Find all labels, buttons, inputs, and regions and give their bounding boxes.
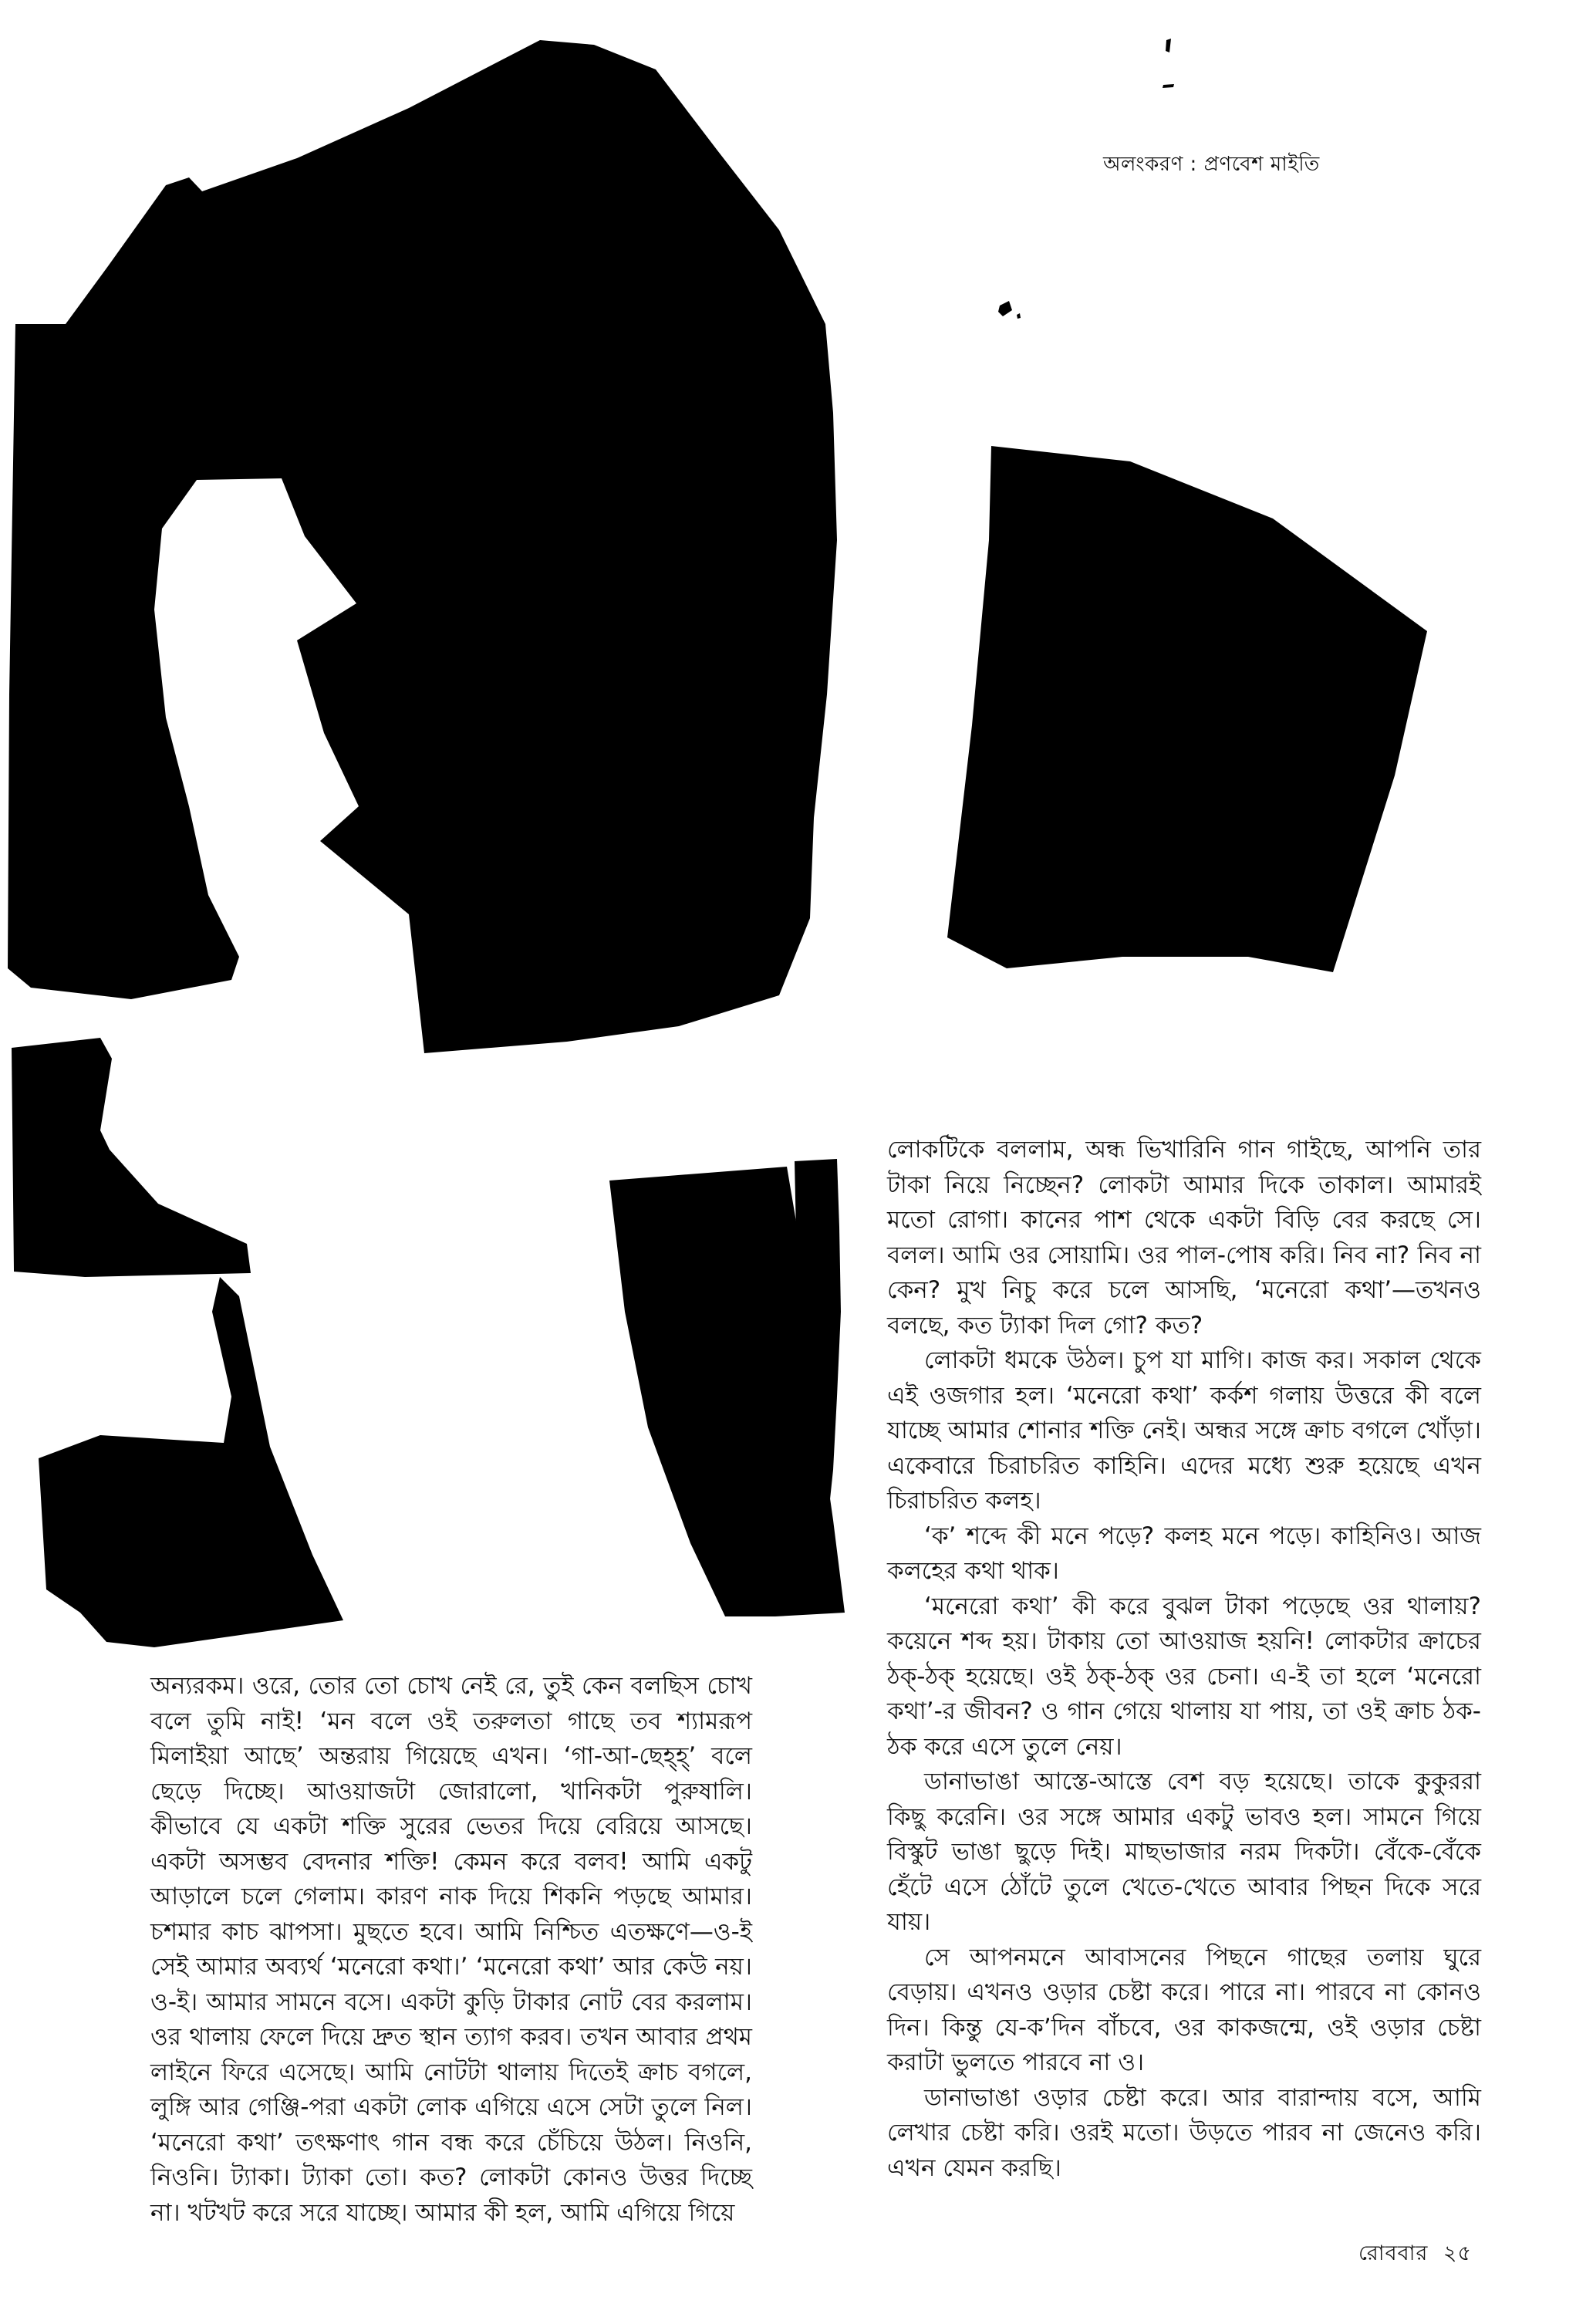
head-shape xyxy=(8,40,837,1053)
article-paragraph: ডানাভাঙা ওড়ার চেষ্টা করে। আর বারান্দায় বসে, আমি লেখার চেষ্টা করি। ওরই মতো। উড়তে পারব না জেনেও করি। এখন যেমন করছি। xyxy=(887,2083,1481,2182)
article-paragraph: অন্যরকম। ওরে, তোর তো চোখ নেই রে, তুই কেন বলছিস চোখ বলে তুমি নাই! ‘মন বলে ওই তরুলতা গাছে তব শ্যামরূপ মিলাইয়া আছে’ অন্তরায় গিয়েছে এখন। ‘গা-আ-ছেহ্‌হ্’ বলে ছেড়ে দিচ্ছে। আওয়াজটা জোরালো, খানিকটা পুরুষালি। কীভাবে যে একটা শক্তি সুরের ভেতর দিয়ে বেরিয়ে আসছে। একটা অসম্ভব বেদনার শক্তি! কেমন করে বলব! আমি একটু আড়ালে চলে গেলাম। কারণ নাক দিয়ে শিকনি পড়ছে আমার। চশমার কাচ ঝাপসা। মুছতে হবে। আমি নিশ্চিত এতক্ষণে—ও-ই সেই আমার অব্যর্থ ‘মনেরো কথা।’ ‘মনেরো কথা’ আর কেউ নয়। ও-ই। আমার সামনে বসে। একটা কুড়ি টাকার নোট বের করলাম। ওর থালায় ফেলে দিয়ে দ্রুত স্থান ত্যাগ করব। তখন আবার প্রথম লাইনে ফিরে এসেছে। আমি নোটটা থালায় দিতেই ক্রাচ বগলে, লুঙ্গি আর গেঞ্জি-পরা একটা লোক এগিয়ে এসে সেটা তুলে নিল। ‘মনেরো কথা’ তৎক্ষণাৎ গান বন্ধ করে চেঁচিয়ে উঠল। নিওনি, নিওনি। ট্যাকা। ট্যাকা তো। কত? লোকটা কোনও উত্তর দিচ্ছে না। খটখট করে সরে যাচ্ছে। আমার কী হল, আমি এগিয়ে গিয়ে xyxy=(150,1672,752,2227)
article-right-column xyxy=(887,1133,1481,2186)
article-paragraph: ‘মনেরো কথা’ কী করে বুঝল টাকা পড়েছে ওর থালায়? কয়েনে শব্দ হয়। টাকায় তো আওয়াজ হয়নি! লোকটার ক্রাচের ঠক্-ঠক্ হয়েছে। ওই ঠক্-ঠক্ ওর চেনা। এ-ই তা হলে ‘মনেরো কথা’-র জীবন? ও গান গেয়ে থালায় যা পায়, তা ওই ক্রাচ ঠক-ঠক করে এসে তুলে নেয়। xyxy=(887,1592,1481,1761)
article-paragraph: লোকটিকে বললাম, অন্ধ ভিখারিনি গান গাইছে, আপনি তার টাকা নিয়ে নিচ্ছেন? লোকটা আমার দিকে তাকাল। আমারই মতো রোগা। কানের পাশ থেকে একটা বিড়ি বের করছে সে। বলল। আমি ওর সোয়ামি। ওর পাল-পোষ করি। নিব না? নিব না কেন? মুখ নিচু করে চলে আসছি, ‘মনেরো কথা’—তখনও বলছে, কত ট্যাকা দিল গো? কত? xyxy=(887,1136,1481,1339)
ink-speck xyxy=(1017,313,1021,319)
article-paragraph: লোকটা ধমকে উঠল। চুপ যা মাগি। কাজ কর। সকাল থেকে এই ওজগার হল। ‘মনেরো কথা’ কর্কশ গলায় উত্তরে কী বলে যাচ্ছে আমার শোনার শক্তি নেই। অন্ধর সঙ্গে ক্রাচ বগলে খোঁড়া। একেবারে চিরাচরিত কাহিনি। এদের মধ্যে শুরু হয়েছে এখন চিরাচরিত কলহ। xyxy=(887,1346,1481,1515)
ink-chip xyxy=(37,585,56,619)
article-paragraph: ‘ক’ শব্দে কী মনে পড়ে? কলহ মনে পড়ে। কাহিনিও। আজ কলহের কথা থাক। xyxy=(887,1522,1481,1585)
article-paragraph: সে আপনমনে আবাসনের পিছনে গাছের তলায় ঘুরে বেড়ায়। এখনও ওড়ার চেষ্টা করে। পারে না। পারবে না কোনও দিন। কিন্তু যে-ক’দিন বাঁচবে, ওর কাকজন্মে, ওই ওড়ার চেষ্টা করাটা ভুলতে পারবে না ও। xyxy=(887,1943,1481,2076)
ink-speck xyxy=(1166,39,1171,52)
article-paragraph: ডানাভাঙা আস্তে-আস্তে বেশ বড় হয়েছে। তাকে কুকুররা কিছু করেনি। ওর সঙ্গে আমার একটু ভাবও হল। সামনে গিয়ে বিস্কুট ভাঙা ছুড়ে দিই। মাছভাজার নরম দিকটা। বেঁকে-বেঁকে হেঁটে এসে ঠোঁটে তুলে খেতে-খেতে আবার পিছন দিকে সরে যায়। xyxy=(887,1768,1481,1936)
left-hook xyxy=(39,1277,343,1647)
page-number: ২৫ xyxy=(1443,2241,1472,2265)
illustration-credit: অলংকরণ : প্রণবেশ মাইতি xyxy=(1103,153,1320,176)
ink-speck xyxy=(1163,84,1174,88)
ink-speck xyxy=(998,301,1012,316)
left-block xyxy=(12,1038,251,1277)
right-polygon xyxy=(947,446,1427,972)
article-left-column xyxy=(150,1669,752,2231)
page-footer xyxy=(1351,2238,1472,2272)
magazine-name: রোববার xyxy=(1358,2241,1429,2265)
